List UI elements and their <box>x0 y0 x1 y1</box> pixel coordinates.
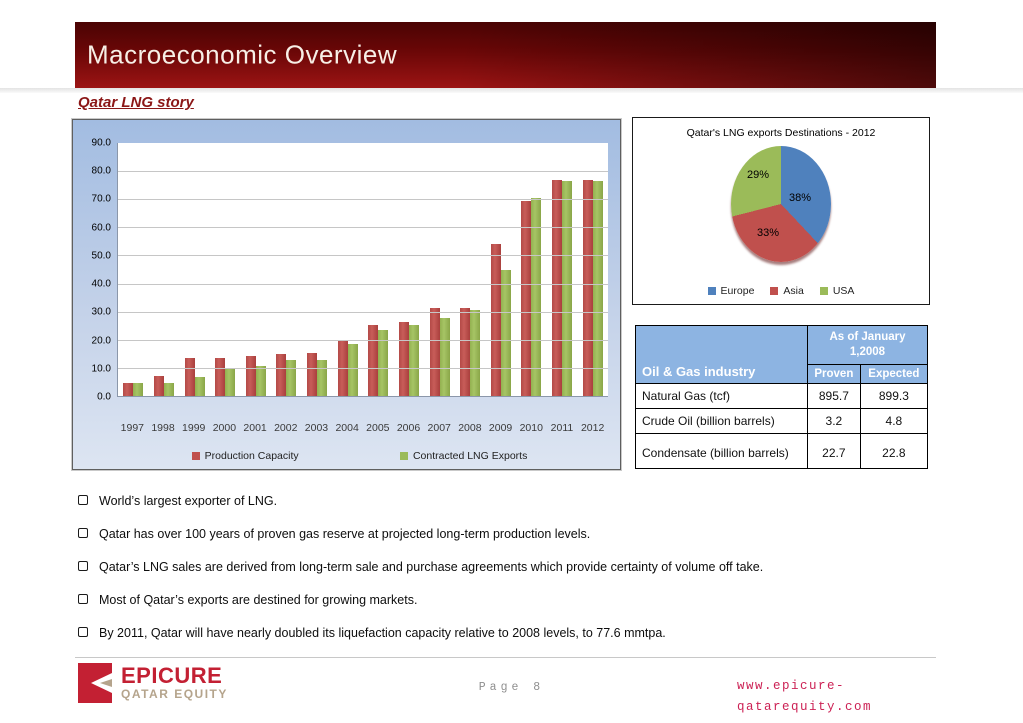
pie-legend-item <box>770 285 803 297</box>
checkbox-bullet-icon <box>78 627 88 637</box>
y-tick-label: 60.0 <box>91 222 111 234</box>
bar-2011-exports <box>562 181 572 396</box>
website-line2: qatarequity.com <box>737 700 873 714</box>
bar-chart-body <box>81 137 608 417</box>
bar-2002-exports <box>286 360 296 396</box>
pie-chart-panel <box>632 117 930 305</box>
x-tick-label: 2003 <box>304 422 329 434</box>
x-axis <box>117 422 608 434</box>
pie-legend-swatch-icon <box>770 287 778 295</box>
bar-group-1999 <box>179 143 210 396</box>
x-tick-label: 2010 <box>519 422 543 434</box>
bar-group-2008 <box>455 143 486 396</box>
bullet-list <box>78 493 958 658</box>
x-tick-label: 2009 <box>488 422 513 434</box>
pie-chart-legend <box>633 285 929 297</box>
oil-gas-table <box>635 325 928 469</box>
gridline <box>118 199 608 200</box>
section-title: Qatar LNG story <box>78 94 194 111</box>
bar-series <box>118 143 608 396</box>
pie-slice-label: 29% <box>747 169 770 182</box>
gridline <box>118 171 608 172</box>
pie-chart-title: Qatar's LNG exports Destinations - 2012 <box>686 127 876 139</box>
y-axis <box>81 137 117 403</box>
y-tick-label: 20.0 <box>91 335 111 347</box>
x-tick-label: 2011 <box>550 422 574 434</box>
bullet-text: World’s largest exporter of LNG. <box>99 494 278 508</box>
checkbox-bullet-icon <box>78 528 88 538</box>
y-tick-label: 70.0 <box>91 193 111 205</box>
pie-legend-swatch-icon <box>820 287 828 295</box>
y-tick-label: 30.0 <box>91 306 111 318</box>
table-row <box>636 433 928 468</box>
bar-2008-production <box>460 308 470 396</box>
y-tick-label: 90.0 <box>91 137 111 149</box>
bar-2000-production <box>215 358 225 396</box>
checkbox-bullet-icon <box>78 495 88 505</box>
bar-2007-exports <box>440 318 450 396</box>
bar-group-1998 <box>149 143 180 396</box>
slide-header-bar <box>75 22 936 88</box>
bullet-text: Qatar has over 100 years of proven gas reserve at projected long-term production levels. <box>99 527 591 541</box>
plot-area <box>117 143 608 397</box>
footer-divider <box>75 657 936 658</box>
table-row-label: Natural Gas (tcf) <box>636 383 808 408</box>
y-tick-label: 50.0 <box>91 250 111 262</box>
bullet-item <box>78 592 958 608</box>
x-tick-label: 2000 <box>212 422 237 434</box>
x-tick-label: 2005 <box>366 422 390 434</box>
bar-2011-production <box>552 180 562 396</box>
gridline <box>118 227 608 228</box>
bar-2005-production <box>368 325 378 396</box>
website-link[interactable] <box>737 676 872 718</box>
gridline <box>118 255 608 256</box>
bullet-text: Most of Qatar’s exports are destined for growing markets. <box>99 593 418 607</box>
table-cell-value: 4.8 <box>860 408 927 433</box>
logo-subtitle: QATAR EQUITY <box>121 687 228 701</box>
bar-2001-production <box>246 356 256 396</box>
bullet-text: Qatar’s LNG sales are derived from long-term sale and purchase agreements which provide certainty of volume off take. <box>99 560 764 574</box>
bar-group-2006 <box>394 143 425 396</box>
x-tick-label: 2008 <box>458 422 482 434</box>
legend-label: Contracted LNG Exports <box>412 450 528 462</box>
bar-1999-production <box>185 358 195 396</box>
table-row-label: Condensate (billion barrels) <box>636 433 808 468</box>
gridline <box>118 312 608 313</box>
bar-2008-exports <box>470 310 480 396</box>
bar-group-2001 <box>241 143 272 396</box>
y-tick-label: 10.0 <box>91 363 111 375</box>
bar-2003-exports <box>317 360 327 396</box>
bar-2012-production <box>583 180 593 396</box>
legend-label: Production Capacity <box>204 450 299 462</box>
header-divider <box>0 88 1023 93</box>
gridline <box>118 340 608 341</box>
bar-group-2002 <box>271 143 302 396</box>
table-cell-value: 895.7 <box>808 383 861 408</box>
x-tick-label: 2006 <box>396 422 421 434</box>
table-span-header: As of January 1,2008 <box>808 326 928 365</box>
x-tick-label: 2001 <box>243 422 267 434</box>
website-line1: www.epicure- <box>737 679 846 693</box>
pie-legend-swatch-icon <box>708 287 716 295</box>
bar-group-2003 <box>302 143 333 396</box>
bar-2009-exports <box>501 270 511 397</box>
lng-bar-chart <box>72 119 621 470</box>
bar-chart-legend <box>141 450 578 462</box>
table-row <box>636 383 928 408</box>
legend-swatch-icon <box>192 452 200 460</box>
bar-2012-exports <box>593 181 603 396</box>
table-row-label: Crude Oil (billion barrels) <box>636 408 808 433</box>
x-tick-label: 2004 <box>335 422 359 434</box>
bar-2002-production <box>276 354 286 396</box>
bullet-item <box>78 625 958 641</box>
gridline <box>118 284 608 285</box>
table-cell-value: 22.8 <box>860 433 927 468</box>
bar-group-1997 <box>118 143 149 396</box>
bar-2003-production <box>307 353 317 396</box>
bar-group-2005 <box>363 143 394 396</box>
bar-group-2009 <box>486 143 517 396</box>
bar-2006-exports <box>409 325 419 396</box>
bar-group-2004 <box>332 143 363 396</box>
y-tick-label: 40.0 <box>91 278 111 290</box>
bar-2004-exports <box>348 344 358 396</box>
table-sub-header: Expected <box>860 364 927 383</box>
bar-group-2012 <box>577 143 608 396</box>
table-cell-value: 22.7 <box>808 433 861 468</box>
pie-legend-item <box>708 285 755 297</box>
pie-graphic <box>731 146 831 262</box>
bar-2006-production <box>399 322 409 396</box>
bar-group-2011 <box>547 143 578 396</box>
bar-2000-exports <box>225 369 235 396</box>
pie-legend-label: Asia <box>783 285 804 297</box>
bar-group-2007 <box>424 143 455 396</box>
bar-2010-production <box>521 201 531 396</box>
x-tick-label: 2002 <box>274 422 298 434</box>
logo-name: EPICURE <box>121 663 223 688</box>
pie-legend-label: USA <box>832 285 855 297</box>
table-corner-header: Oil & Gas industry <box>636 326 808 384</box>
pie-slice-label: 38% <box>789 192 812 205</box>
x-tick-label: 1998 <box>151 422 175 434</box>
checkbox-bullet-icon <box>78 594 88 604</box>
bullet-text: By 2011, Qatar will have nearly doubled its liquefaction capacity relative to 2008 levels, to 77.6 mmtpa. <box>99 626 666 640</box>
page-title: Macroeconomic Overview <box>87 39 398 70</box>
pie-chart <box>731 146 831 262</box>
bar-2007-production <box>430 308 440 396</box>
x-tick-label: 2007 <box>427 422 451 434</box>
bar-group-2000 <box>210 143 241 396</box>
y-tick-label: 80.0 <box>91 165 111 177</box>
bar-1997-exports <box>133 383 143 396</box>
pie-legend-item <box>820 285 855 297</box>
gridline <box>118 368 608 369</box>
bar-1998-exports <box>164 383 174 396</box>
bullet-item <box>78 559 958 575</box>
x-tick-label: 2012 <box>580 422 605 434</box>
bar-2001-exports <box>256 366 266 396</box>
bar-1998-production <box>154 376 164 396</box>
bullet-item <box>78 493 958 509</box>
y-tick-label: 0.0 <box>97 391 111 403</box>
pie-legend-label: Europe <box>720 285 755 297</box>
table-cell-value: 899.3 <box>860 383 927 408</box>
table-cell-value: 3.2 <box>808 408 861 433</box>
bar-1997-production <box>123 383 133 396</box>
x-tick-label: 1997 <box>120 422 145 434</box>
pie-slice-label: 33% <box>757 227 780 240</box>
page-number: Page 8 <box>478 681 545 694</box>
x-tick-label: 1999 <box>182 422 206 434</box>
legend-item <box>192 450 299 462</box>
bar-group-2010 <box>516 143 547 396</box>
legend-swatch-icon <box>400 452 408 460</box>
legend-item <box>400 450 527 462</box>
table-row <box>636 408 928 433</box>
bullet-item <box>78 526 958 542</box>
bar-1999-exports <box>195 377 205 396</box>
bar-2009-production <box>491 244 501 396</box>
checkbox-bullet-icon <box>78 561 88 571</box>
table-sub-header: Proven <box>808 364 861 383</box>
